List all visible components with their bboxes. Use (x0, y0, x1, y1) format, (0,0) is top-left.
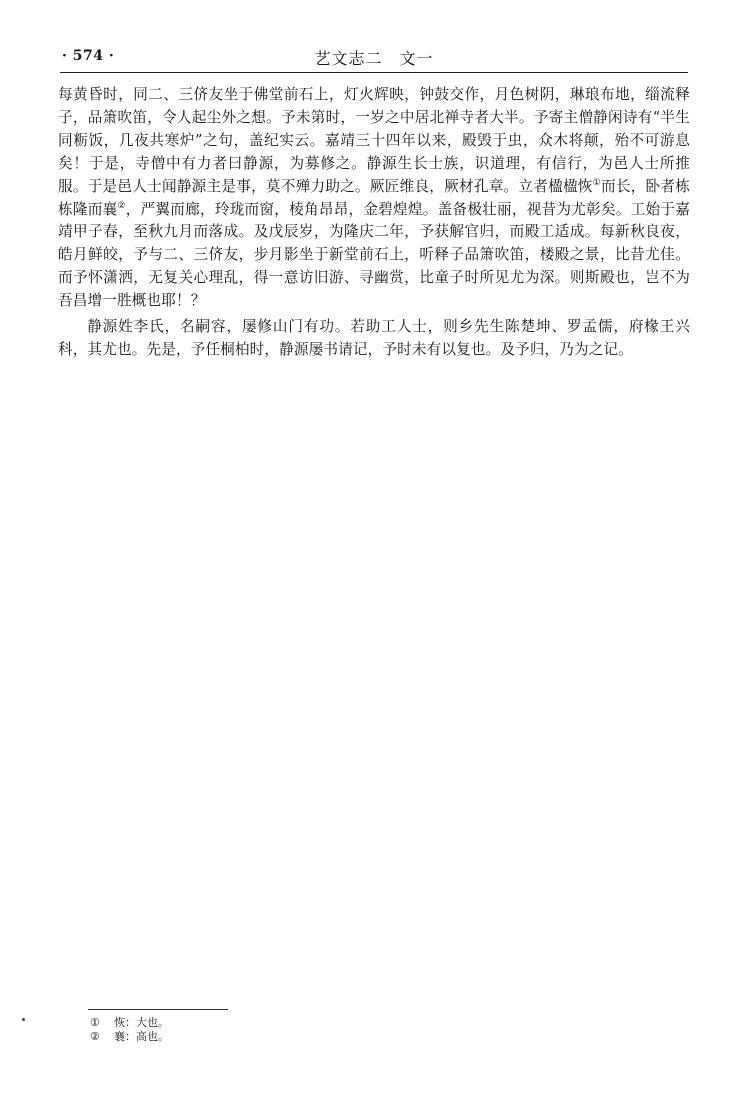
paragraph-1-text-c: ，严翼而廊，玲珑而窗，棱角昂昂，金碧煌煌。盖备极壮丽，视昔为尤彰矣。工始于嘉靖甲子春，至秋九月而落成。及戊辰岁，为隆庆二年，予获解官归，而殿工适成。每新秋良夜，皓月鲜皎，予与二、三侪友，步月影坐于新堂前石上，听释子品箫吹笛，楼殿之景，比昔尤佳。而予怀潇洒，无复关心理乱，得一意访旧游、寻幽赏，比童子时所见尤为深。则斯殿也，岂不为吾昌增一胜概也耶！？ (58, 200, 690, 310)
scan-speck (22, 1018, 25, 1021)
footnote-1 (90, 1016, 490, 1030)
paragraph-1-text-b: 而长，卧者栋栋隆而襄 (58, 177, 691, 218)
paragraph-2: 静源姓李氏，名嗣容，屡修山门有功。若助工人士，则乡先生陈楚坤、罗孟儒，府椽王兴科，其尤也。先是，予任桐柏时，静源屡书请记，予时未有以复也。及予归，乃为之记。 (58, 318, 690, 358)
header-rule (60, 72, 688, 73)
footnote-1-text: 恢：大也。 (114, 1016, 169, 1029)
footnote-ref-1: ① (592, 177, 601, 188)
footnote-rule (88, 1009, 228, 1010)
footnote-2-text: 襄：高也。 (114, 1030, 169, 1043)
footnote-2 (90, 1030, 490, 1044)
footnotes (90, 1016, 490, 1044)
body-text (58, 84, 690, 365)
footnote-2-mark: ② (90, 1030, 100, 1043)
paragraph-1-text-a: 每黄昏时，同二、三侪友坐于佛堂前石上，灯火辉映，钟鼓交作，月色树阴，琳琅布地，缁流释子，品箫吹笛，令人起尘外之想。予未第时，一岁之中居北禅寺者大半。予寄主僧静闲诗有“半生同粝饭，几夜共寒炉”之句，盖纪实云。嘉靖三十四年以来，殿毁于虫，众木将颠，殆不可游息矣！于是，寺僧中有力者曰静源，为募修之。静源生长士族，识道理，有信行，为邑人士所推服。于是邑人士闻静源主是事，莫不殚力助之。厥匠维良，厥材孔章。立者楹楹恢 (58, 86, 690, 195)
running-title: 艺文志二 文一 (314, 49, 434, 68)
page-number: · 574 · (62, 48, 115, 64)
page-header (60, 40, 688, 70)
footnote-1-mark: ① (90, 1016, 100, 1029)
footnote-ref-2: ② (117, 200, 126, 211)
paragraph-1 (58, 84, 690, 313)
